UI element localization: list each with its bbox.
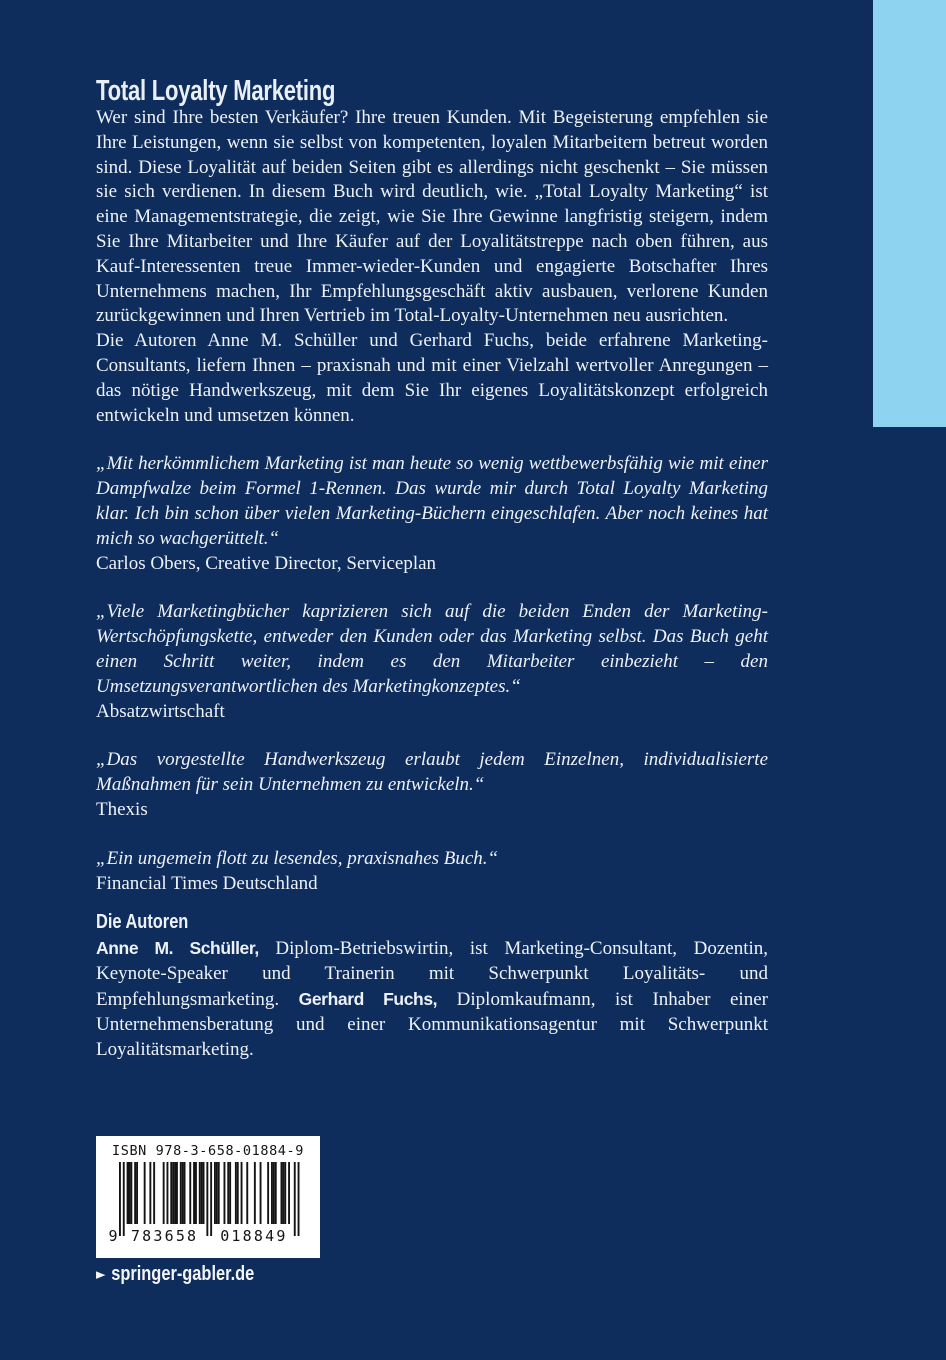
quote-block (96, 600, 768, 724)
quote-attribution: Financial Times Deutschland (96, 872, 318, 894)
publisher-url: springer-gabler.de (111, 1263, 255, 1285)
quote-attribution: Absatzwirtschaft (96, 700, 225, 722)
arrow-right-icon: ► (96, 1265, 106, 1283)
isbn-label: ISBN 978-3-658-01884-9 (111, 1143, 304, 1159)
svg-text:018849: 018849 (220, 1227, 288, 1245)
quote-block (96, 847, 768, 897)
accent-band (873, 0, 946, 427)
isbn-barcode-box (96, 1136, 320, 1258)
authors-heading: Die Autoren (96, 911, 189, 934)
quote-text: „Viele Marketingbücher kaprizieren sich auf die beiden Enden der Marketing-Wertschöpfungskette, entweder den Kunden oder das Marketing selbst. Das Buch geht einen Schritt weiter, indem es den Mitarbeiter einbezieht – den Umsetzungsverantwortlichen des Marketingkonzeptes.“ (96, 601, 768, 697)
author-bio: Diplom-Betriebswirtin, ist Marketing-Consultant, Dozentin, Keynote-Speaker und Trainerin mit Schwerpunkt Loyalitäts- und Empfehlungsmarketing. (96, 938, 768, 1010)
author-name: Anne M. Schüller, (96, 938, 259, 959)
authors-paragraph (96, 936, 768, 1062)
quote-block (96, 452, 768, 576)
quote-text: „Ein ungemein flott zu lesendes, praxisnahes Buch.“ (96, 847, 499, 869)
svg-text:783658: 783658 (130, 1227, 199, 1245)
ean13-barcode (96, 1160, 320, 1248)
quote-text: „Das vorgestellte Handwerkszeug erlaubt jedem Einzelnen, individualisierte Maßnahmen für sein Unternehmen zu entwickeln.“ (96, 749, 768, 796)
authors-intro-paragraph: Die Autoren Anne M. Schüller und Gerhard Fuchs, beide erfahrene Marketing-Consultants, liefern Ihnen – praxisnah und mit einer Vielzahl wertvoller Anregungen – das nötige Handwerkszeug, mit dem Sie Ihr eigenes Loyalitätskonzept erfolgreich entwickeln und umsetzen können. (96, 330, 768, 426)
publisher-line (96, 1263, 254, 1286)
quote-attribution: Carlos Obers, Creative Director, Serviceplan (96, 552, 437, 574)
book-title: Total Loyalty Marketing (96, 75, 336, 107)
quote-text: „Mit herkömmlichem Marketing ist man heute so wenig wettbewerbsfähig wie mit einer Dampfwalze beim Formel 1-Rennen. Das wurde mir durch Total Loyalty Marketing klar. Ich bin schon über vielen Marketing-Büchern eingeschlafen. Aber noch keines hat mich so wachgerüttelt.“ (96, 453, 768, 549)
author-bio: Diplomkaufmann, ist Inhaber einer Unternehmensberatung und einer Kommunikationsagentur mit Schwerpunkt Loyalitätsmarketing. (96, 988, 768, 1060)
author-name: Gerhard Fuchs, (298, 988, 438, 1009)
quote-block (96, 748, 768, 822)
intro-paragraph: Wer sind Ihre besten Verkäufer? Ihre treuen Kunden. Mit Begeisterung empfehlen sie Ihre Leistungen, wenn sie selbst von kompetenten, loyalen Mitarbeitern betreut worden sind. Diese Loyalität auf beiden Seiten gibt es allerdings nicht geschenkt – Sie müssen sie sich verdienen. In diesem Buch wird deutlich, wie. „Total Loyalty Marketing“ ist eine Managementstrategie, die zeigt, wie Sie Ihre Gewinne langfristig steigern, indem Sie Ihre Mitarbeiter und Ihre Käufer auf der Loyalitätstreppe nach oben führen, aus Kauf-Interessenten treue Immer-wieder-Kunden und engagierte Botschafter Ihres Unternehmens machen, Ihr Empfehlungsgeschäft aktiv ausbauen, verlorene Kunden zurückgewinnen und Ihren Vertrieb im Total-Loyalty-Unternehmen neu ausrichten. (96, 107, 768, 327)
cover-text-column (96, 0, 768, 1062)
svg-text:9: 9 (108, 1227, 118, 1245)
quote-attribution: Thexis (96, 798, 148, 820)
